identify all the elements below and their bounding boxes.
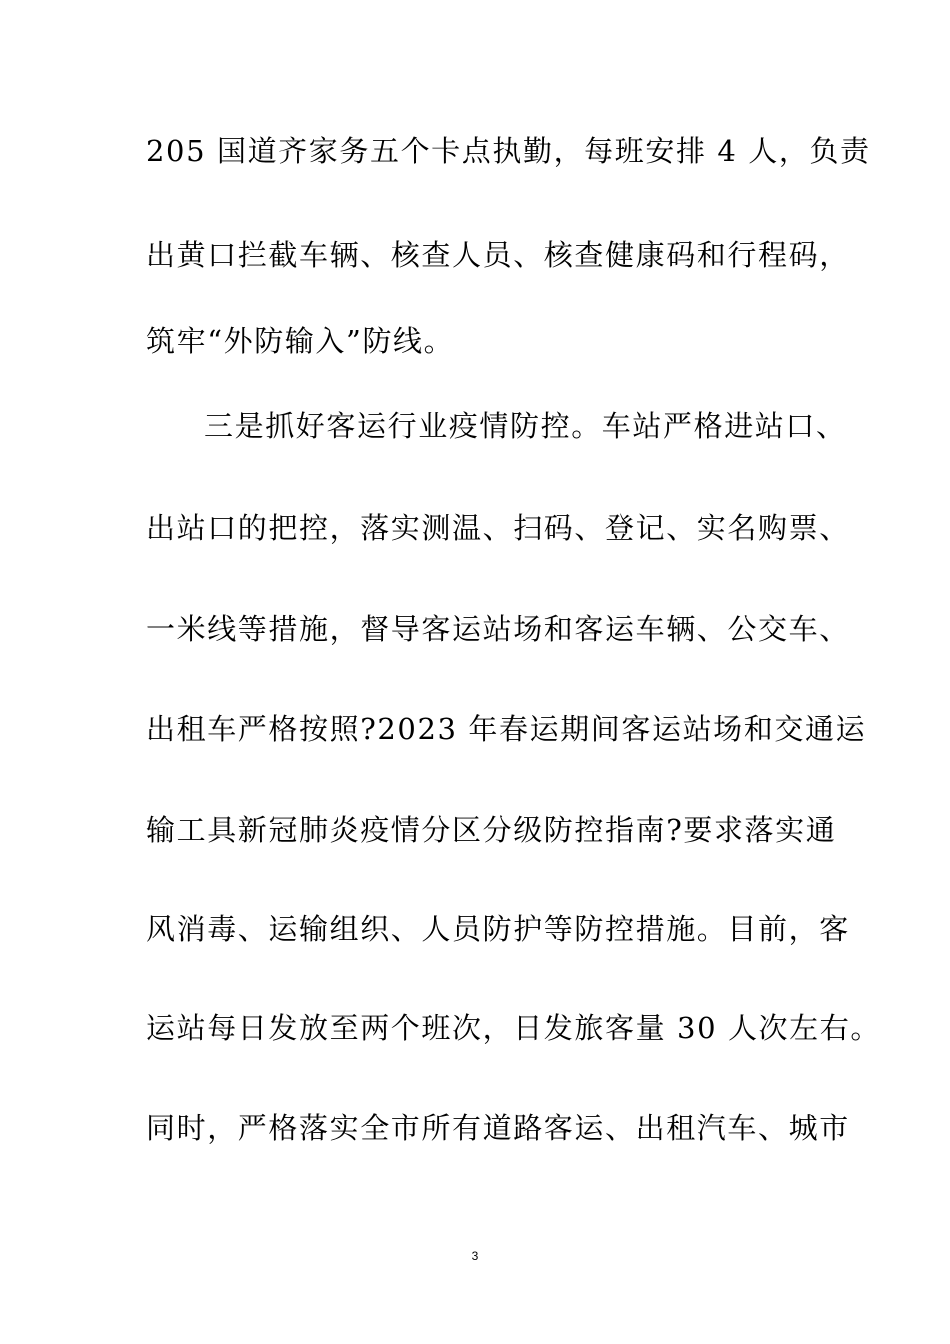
text-line-9: 风消毒、运输组织、人员防护等防控措施。目前，客 (146, 912, 850, 946)
text-line-3: 筑牢“外防输入”防线。 (146, 324, 455, 358)
text-line-5: 出站口的把控，落实测温、扫码、登记、实名购票、 (146, 511, 850, 545)
text-line-10: 运站每日发放至两个班次，日发旅客量 30 人次左右。 (146, 1011, 881, 1045)
text-line-7: 出租车严格按照?2023 年春运期间客运站场和交通运 (146, 712, 867, 746)
text-line-4: 三是抓好客运行业疫情防控。车站严格进站口、 (204, 409, 847, 443)
page-number: 3 (471, 1249, 479, 1263)
text-line-2: 出黄口拦截车辆、核查人员、核查健康码和行程码， (146, 238, 850, 272)
text-line-1: 205 国道齐家务五个卡点执勤，每班安排 4 人，负责 (146, 134, 871, 168)
text-line-11: 同时，严格落实全市所有道路客运、出租汽车、城市 (146, 1111, 850, 1145)
text-line-6: 一米线等措施，督导客运站场和客运车辆、公交车、 (146, 612, 850, 646)
text-line-8: 输工具新冠肺炎疫情分区分级防控指南?要求落实通 (146, 813, 837, 847)
